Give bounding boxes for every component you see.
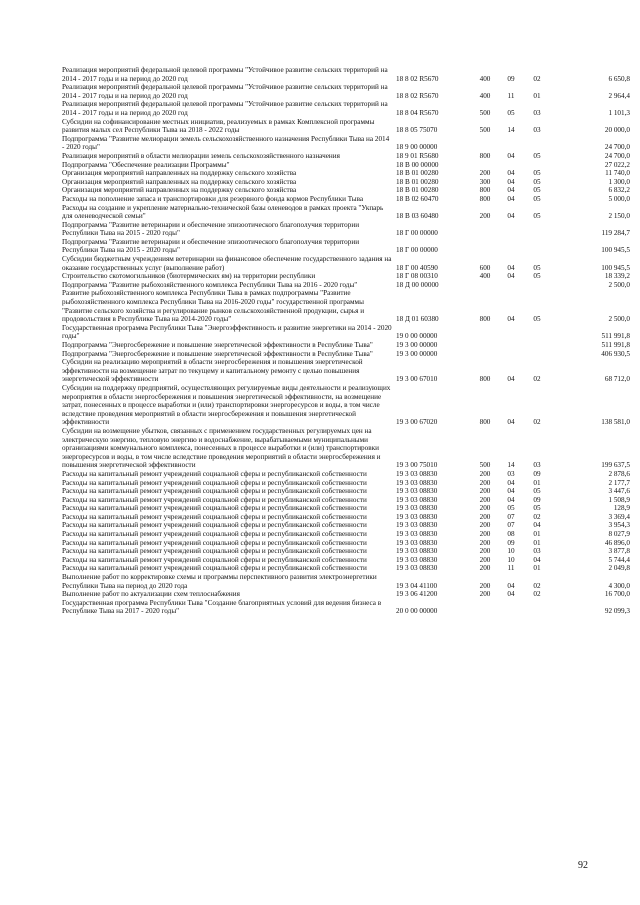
row-name: Расходы на капитальный ремонт учреждений социальной сферы и республиканской собственности — [62, 555, 367, 564]
row-amount: 18 339,2 — [604, 272, 630, 281]
row-name: Субсидии на возмещение убытков, связанных с применением государственных регулируемых цен на электрическую энергию, тепловую энергию и водоснабжение, вырабатываемыми муниципальными организациями коммунального комплекса, понесенных в процессе выработки и (или) транспортировки энергоресурсов и воды, в том числе вследствие проведения мероприятий в области энергосбережения и повышения энергетической эффективности — [62, 426, 381, 470]
table-row — [62, 289, 630, 323]
row-subsection: 05 — [533, 263, 541, 272]
row-name: Расходы на капитальный ремонт учреждений социальной сферы и республиканской собственности — [62, 495, 367, 504]
row-subsection — [524, 238, 550, 255]
row-subsection — [524, 221, 550, 238]
row-section: 07 — [507, 521, 515, 530]
table-row — [62, 573, 630, 590]
row-subsection: 05 — [533, 315, 541, 324]
row-amount: 5 000,0 — [608, 194, 630, 203]
row-section — [498, 599, 524, 616]
table-row — [62, 66, 630, 83]
row-subsection: 01 — [533, 91, 541, 100]
row-name: Подпрограмма "Развитие ветеринарии и обеспечение эпизоотического благополучия территории Республики Тыва на 2015 - 2020 годы" — [62, 220, 360, 238]
row-name: Расходы на капитальный ремонт учреждений социальной сферы и республиканской собственности — [62, 521, 367, 530]
table-row — [62, 118, 630, 135]
table-row — [62, 470, 630, 479]
row-expense-type: 800 — [479, 151, 491, 160]
row-subsection: 05 — [533, 186, 541, 195]
row-expense-type: 200 — [479, 590, 491, 599]
row-code: 19 3 06 41200 — [396, 590, 438, 599]
row-name: Подпрограмма "Развитие ветеринарии и обеспечение эпизоотического благополучия территории Республики Тыва на 2015 - 2020 годы" — [62, 237, 360, 255]
row-name: Расходы на капитальный ремонт учреждений социальной сферы и республиканской собственности — [62, 547, 367, 556]
row-subsection: 09 — [533, 495, 541, 504]
row-name: Расходы на капитальный ремонт учреждений социальной сферы и республиканской собственности — [62, 564, 367, 573]
row-expense-type: 800 — [479, 418, 491, 427]
row-code: 18 В 01 00280 — [396, 177, 439, 186]
row-section — [498, 341, 524, 350]
row-name: Субсидии на софинансирование местных инициатив, реализуемых в рамках Комплексной программы развития малых сел Республики Тыва на 2018 - 2022 годы — [62, 117, 375, 135]
row-subsection: 04 — [533, 555, 541, 564]
row-amount: 3 954,3 — [608, 521, 630, 530]
row-amount: 3 369,4 — [608, 512, 630, 521]
row-amount: 5 744,4 — [608, 555, 630, 564]
row-section — [498, 350, 524, 359]
row-name: Организация мероприятий направленных на поддержку сельского хозяйства — [62, 186, 297, 195]
row-section: 07 — [507, 512, 515, 521]
row-subsection: 05 — [533, 151, 541, 160]
row-code: 18 Д 00 00000 — [396, 280, 439, 289]
row-expense-type: 600 — [479, 263, 491, 272]
row-section: 04 — [507, 212, 515, 221]
row-amount: 199 637,5 — [601, 461, 630, 470]
row-code: 19 3 00 75010 — [396, 461, 438, 470]
row-amount: 2 878,6 — [608, 469, 630, 478]
row-subsection: 02 — [533, 581, 541, 590]
row-expense-type: 400 — [479, 74, 491, 83]
table-row — [62, 530, 630, 539]
row-expense-type: 800 — [479, 194, 491, 203]
row-expense-type: 400 — [479, 272, 491, 281]
row-expense-type: 200 — [479, 555, 491, 564]
row-section: 04 — [507, 186, 515, 195]
table-row — [62, 350, 630, 359]
row-amount: 128,9 — [613, 504, 630, 513]
row-expense-type: 200 — [479, 469, 491, 478]
row-name: Реализация мероприятий федеральной целевой программы "Устойчивое развитие сельских территорий на 2014 - 2017 годы и на период до 2020 год — [62, 83, 388, 100]
row-name: Подпрограмма "Развитие мелиорации земель сельскохозяйственного назначения Республики Тыва на 2014 - 2020 годы" — [62, 134, 390, 152]
table-row — [62, 204, 630, 221]
row-name: Организация мероприятий направленных на поддержку сельского хозяйства — [62, 177, 297, 186]
row-code: 18 Г 00 40590 — [396, 263, 438, 272]
row-code: 19 3 00 00000 — [396, 349, 438, 358]
row-expense-type — [472, 135, 498, 152]
row-expense-type: 200 — [479, 495, 491, 504]
row-subsection: 02 — [533, 74, 541, 83]
row-section — [498, 135, 524, 152]
table-row — [62, 564, 630, 573]
table-row — [62, 487, 630, 496]
row-subsection: 04 — [533, 521, 541, 530]
table-row — [62, 547, 630, 556]
row-amount: 2 150,0 — [608, 212, 630, 221]
row-name: Подпрограмма "Обеспечение реализации Программы" — [62, 160, 230, 169]
budget-table-body — [62, 66, 630, 616]
row-section: 04 — [507, 272, 515, 281]
row-amount: 6 650,8 — [608, 74, 630, 83]
row-amount: 3 877,8 — [608, 547, 630, 556]
row-subsection — [524, 281, 550, 290]
row-amount: 2 500,0 — [608, 315, 630, 324]
table-row — [62, 496, 630, 505]
row-code: 19 3 03 08830 — [396, 521, 438, 530]
row-code: 19 3 00 67010 — [396, 375, 438, 384]
row-code: 19 3 00 00000 — [396, 341, 438, 349]
row-code: 18 В 03 60480 — [396, 212, 439, 221]
table-row — [62, 178, 630, 187]
row-amount: 92 099,3 — [604, 607, 630, 616]
row-subsection: 01 — [533, 530, 541, 539]
row-subsection: 05 — [533, 487, 541, 496]
row-section: 04 — [507, 315, 515, 324]
row-amount: 16 700,0 — [604, 590, 630, 599]
row-name: Реализация мероприятий в области мелиорации земель сельскохозяйственного назначения — [62, 151, 340, 160]
table-row — [62, 513, 630, 522]
row-name: Субсидии на поддержку предприятий, осуществляющих регулируемые виды деятельности и реализующих мероприятия в области энергосбережения и повышения энергетической эффективности, на возмещение затрат, понесенных в процессе выработки и (или) транспортировки энергоресурсов и воды, в том числе вследствие проведения мероприятий в области энергосбережения и повышения энергетической эффективности — [62, 383, 391, 427]
row-expense-type: 500 — [479, 126, 491, 135]
row-name: Строительство скотомогильников (биотермических ям) на территории республики — [62, 272, 316, 281]
row-amount: 6 832,2 — [608, 186, 630, 195]
row-code: 18 В 01 00280 — [396, 186, 439, 195]
row-name: Государственная программа Республики Тыва "Создание благоприятных условий для ведения бизнеса в Республике Тыва на 2017 - 2020 годы" — [62, 598, 382, 616]
row-amount: 2 177,7 — [608, 478, 630, 487]
row-code: 19 3 03 08830 — [396, 547, 438, 556]
row-amount: 511 991,8 — [601, 341, 630, 349]
row-section: 14 — [507, 461, 515, 470]
row-subsection: 02 — [533, 418, 541, 427]
table-row — [62, 427, 630, 470]
row-section: 04 — [507, 418, 515, 427]
table-row — [62, 479, 630, 488]
row-name: Реализация мероприятий федеральной целевой программы "Устойчивое развитие сельских территорий на 2014 - 2017 годы и на период до 2020 год — [62, 100, 388, 117]
row-section: 11 — [507, 564, 515, 573]
row-section: 04 — [507, 194, 515, 203]
row-name: Государственная программа Республики Тыва "Энергоэффективность и развитие энергетики на 2014 - 2020 годы" — [62, 323, 392, 341]
row-expense-type: 400 — [479, 91, 491, 100]
table-row — [62, 195, 630, 204]
row-section: 04 — [507, 590, 515, 599]
table-row — [62, 599, 630, 616]
row-amount: 46 896,0 — [604, 538, 630, 547]
row-subsection: 05 — [533, 169, 541, 178]
row-name: Расходы на капитальный ремонт учреждений социальной сферы и республиканской собственности — [62, 538, 367, 547]
row-expense-type: 200 — [479, 212, 491, 221]
row-subsection — [524, 350, 550, 359]
row-section: 05 — [507, 504, 515, 513]
row-code: 19 3 03 08830 — [396, 512, 438, 521]
row-expense-type — [472, 161, 498, 170]
row-name: Подпрограмма "Развитие рыбохозяйственного комплекса Республики Тыва на 2016 - 2020 годы" — [62, 280, 358, 289]
row-subsection: 02 — [533, 590, 541, 599]
row-section: 04 — [507, 478, 515, 487]
row-code: 19 3 03 08830 — [396, 495, 438, 504]
row-amount: 24 700,0 — [604, 143, 630, 152]
row-amount: 2 964,4 — [608, 91, 630, 100]
row-expense-type: 800 — [479, 375, 491, 384]
row-expense-type: 200 — [479, 564, 491, 573]
row-expense-type — [472, 599, 498, 616]
row-section: 04 — [507, 177, 515, 186]
table-row — [62, 341, 630, 350]
budget-table — [62, 66, 630, 616]
row-section: 04 — [507, 487, 515, 496]
row-expense-type: 200 — [479, 547, 491, 556]
row-expense-type: 300 — [479, 177, 491, 186]
row-subsection: 03 — [533, 461, 541, 470]
row-expense-type: 500 — [479, 108, 491, 117]
row-subsection: 05 — [533, 177, 541, 186]
row-code: 18 9 01 R5680 — [396, 151, 439, 160]
table-row — [62, 324, 630, 341]
row-code: 19 3 03 08830 — [396, 530, 438, 539]
row-section: 04 — [507, 375, 515, 384]
row-code: 18 Г 00 00000 — [396, 246, 438, 255]
row-amount: 27 022,2 — [604, 160, 630, 169]
page-number: 92 — [578, 860, 588, 871]
table-row — [62, 186, 630, 195]
row-amount: 138 581,0 — [601, 418, 630, 427]
table-row — [62, 556, 630, 565]
row-amount: 1 101,3 — [608, 108, 630, 117]
row-subsection — [524, 135, 550, 152]
row-section: 09 — [507, 74, 515, 83]
row-name: Реализация мероприятий федеральной целевой программы "Устойчивое развитие сельских территорий на 2014 - 2017 годы и на период до 2020 год — [62, 66, 388, 83]
row-expense-type — [472, 221, 498, 238]
row-name: Субсидии бюджетным учреждениям ветеринарии на финансовое обеспечение государственного задания на оказание государственных услуг (выполнение работ) — [62, 255, 392, 272]
row-section — [498, 324, 524, 341]
row-amount: 2 500,0 — [608, 280, 630, 289]
row-code: 18 В 02 60470 — [396, 194, 439, 203]
row-code: 19 3 03 08830 — [396, 564, 438, 573]
row-amount: 119 284,7 — [601, 229, 630, 238]
table-row — [62, 384, 630, 427]
table-row — [62, 255, 630, 272]
row-code: 18 8 02 R5670 — [396, 91, 439, 100]
row-name: Субсидии на реализацию мероприятий в области энергосбережения и повышения энергетической эффективности на возмещение затрат по текущему и капитальному ремонту с целью повышения энергетической эффективности — [62, 358, 363, 384]
row-expense-type — [472, 238, 498, 255]
row-expense-type: 200 — [479, 504, 491, 513]
table-row — [62, 281, 630, 290]
row-amount: 11 740,0 — [605, 169, 630, 178]
row-name: Выполнение работ по актуализации схем теплоснабжения — [62, 590, 240, 599]
table-row — [62, 169, 630, 178]
row-name: Расходы на капитальный ремонт учреждений социальной сферы и республиканской собственности — [62, 487, 367, 496]
row-section: 04 — [507, 495, 515, 504]
row-code: 19 3 03 08830 — [396, 469, 438, 478]
table-row — [62, 590, 630, 599]
table-row — [62, 221, 630, 238]
table-row — [62, 100, 630, 117]
row-subsection: 03 — [533, 126, 541, 135]
row-name: Выполнение работ по корректировке схемы и программы перспективного развития электроэнергетики Республики Тыва на период до 2020 года — [62, 573, 377, 590]
row-code: 18 Г 08 00310 — [396, 272, 438, 281]
table-row — [62, 152, 630, 161]
row-expense-type: 800 — [479, 186, 491, 195]
table-row — [62, 539, 630, 548]
row-amount: 1 300,0 — [608, 177, 630, 186]
row-section: 11 — [507, 91, 515, 100]
row-amount: 3 447,6 — [608, 487, 630, 496]
row-name: Подпрограмма "Энергосбережение и повышение энергетической эффективности в Республике Тыва" — [62, 341, 373, 349]
row-subsection: 03 — [533, 108, 541, 117]
table-row — [62, 272, 630, 281]
row-code: 19 3 00 67020 — [396, 418, 438, 427]
row-subsection: 05 — [533, 194, 541, 203]
row-section: 09 — [507, 538, 515, 547]
row-name: Подпрограмма "Энергосбережение и повышение энергетической эффективности в Республике Тыва" — [62, 349, 373, 358]
row-code: 19 3 03 08830 — [396, 504, 438, 513]
row-expense-type: 200 — [479, 530, 491, 539]
row-amount: 100 945,5 — [601, 246, 630, 255]
row-code: 19 3 03 08830 — [396, 478, 438, 487]
row-code: 18 В 01 00280 — [396, 169, 439, 178]
row-name: Расходы на капитальный ремонт учреждений социальной сферы и республиканской собственности — [62, 530, 367, 539]
row-subsection: 02 — [533, 375, 541, 384]
table-row — [62, 161, 630, 170]
row-section — [498, 161, 524, 170]
row-name: Расходы на создание и укрепление материально-технической базы оленеводов в рамках проекта "Укпарь для оленеводческой семьи" — [62, 203, 384, 221]
row-subsection: 09 — [533, 469, 541, 478]
row-code: 19 3 03 08830 — [396, 555, 438, 564]
row-section: 03 — [507, 469, 515, 478]
budget-table-container — [62, 66, 630, 616]
row-section: 10 — [507, 547, 515, 556]
row-name: Расходы на капитальный ремонт учреждений социальной сферы и республиканской собственности — [62, 469, 367, 478]
row-code: 18 Д 01 60380 — [396, 315, 439, 324]
row-section — [498, 281, 524, 290]
row-expense-type — [472, 350, 498, 359]
table-row — [62, 521, 630, 530]
row-subsection — [524, 599, 550, 616]
row-expense-type: 200 — [479, 581, 491, 590]
row-expense-type — [472, 281, 498, 290]
row-section: 05 — [507, 108, 515, 117]
row-name: Расходы на пополнение запаса и транспортировки для резервного фонда кормов Республики Тыва — [62, 194, 364, 203]
row-section: 10 — [507, 555, 515, 564]
row-code: 18 8 05 75070 — [396, 126, 438, 135]
row-subsection: 01 — [533, 538, 541, 547]
row-expense-type — [472, 341, 498, 350]
row-section: 04 — [507, 581, 515, 590]
row-subsection — [524, 341, 550, 350]
row-expense-type: 800 — [479, 315, 491, 324]
row-subsection — [524, 161, 550, 170]
row-name: Расходы на капитальный ремонт учреждений социальной сферы и республиканской собственности — [62, 478, 367, 487]
row-code: 20 0 00 00000 — [396, 607, 438, 616]
table-row — [62, 135, 630, 152]
row-subsection: 03 — [533, 547, 541, 556]
row-amount: 1 508,9 — [608, 495, 630, 504]
row-code: 18 Г 00 00000 — [396, 229, 438, 238]
row-amount: 2 049,8 — [608, 564, 630, 573]
row-code: 19 3 03 08830 — [396, 487, 438, 496]
row-amount: 68 712,0 — [604, 375, 630, 384]
row-name: Расходы на капитальный ремонт учреждений социальной сферы и республиканской собственности — [62, 504, 367, 513]
row-section — [498, 238, 524, 255]
row-code: 19 3 03 08830 — [396, 538, 438, 547]
row-code: 19 3 04 41100 — [396, 581, 438, 590]
row-name: Развитие рыбохозяйственного комплекса Республики Тыва в рамках подпрограммы "Развитие рыбохозяйственного комплекса Республики Тыва на 2016-2020 годы" государственной программы "Развитие сельского хозяйства и регулирование рынков сельскохозяйственной продукции, сырья и продовольствия в Республике Тыва на 2014-2020 годы" — [62, 289, 365, 324]
row-amount: 24 700,0 — [604, 151, 630, 160]
row-section: 04 — [507, 151, 515, 160]
row-amount: 511 991,8 — [601, 332, 630, 341]
row-amount: 406 930,5 — [601, 349, 630, 358]
row-code: 18 8 02 R5670 — [396, 74, 439, 83]
row-expense-type — [472, 324, 498, 341]
table-row — [62, 83, 630, 100]
row-name: Расходы на капитальный ремонт учреждений социальной сферы и республиканской собственности — [62, 512, 367, 521]
row-amount: 100 945,5 — [601, 263, 630, 272]
row-expense-type: 200 — [479, 169, 491, 178]
row-expense-type: 500 — [479, 461, 491, 470]
table-row — [62, 358, 630, 384]
row-code: 18 8 04 R5670 — [396, 108, 439, 117]
row-code: 18 9 00 00000 — [396, 143, 438, 152]
row-expense-type: 200 — [479, 478, 491, 487]
row-expense-type: 200 — [479, 512, 491, 521]
row-subsection: 05 — [533, 504, 541, 513]
row-name: Организация мероприятий направленных на поддержку сельского хозяйства — [62, 169, 297, 178]
row-amount: 8 027,9 — [608, 530, 630, 539]
row-expense-type: 200 — [479, 487, 491, 496]
row-section — [498, 221, 524, 238]
row-expense-type: 200 — [479, 521, 491, 530]
row-section: 08 — [507, 530, 515, 539]
row-subsection: 01 — [533, 478, 541, 487]
row-expense-type: 200 — [479, 538, 491, 547]
table-row — [62, 238, 630, 255]
row-section: 14 — [507, 126, 515, 135]
row-amount: 4 300,0 — [608, 581, 630, 590]
row-subsection: 01 — [533, 564, 541, 573]
row-subsection: 05 — [533, 212, 541, 221]
table-row — [62, 504, 630, 513]
row-code: 18 В 00 00000 — [396, 160, 439, 169]
row-subsection — [524, 324, 550, 341]
row-section: 04 — [507, 263, 515, 272]
row-code: 19 0 00 00000 — [396, 332, 438, 341]
row-section: 04 — [507, 169, 515, 178]
row-subsection: 05 — [533, 272, 541, 281]
row-amount: 20 000,0 — [604, 126, 630, 135]
row-subsection: 02 — [533, 512, 541, 521]
